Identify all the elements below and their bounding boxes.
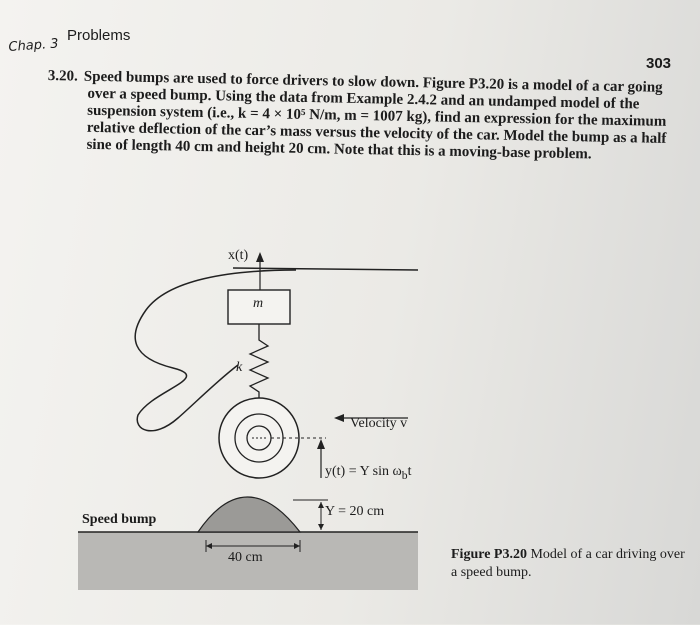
x-label: x(t) [228,248,249,263]
figure-p3-20 [78,240,498,620]
problem-3-20 [46,68,688,165]
speed-bump [198,497,300,532]
page-number: 303 [646,55,672,72]
length-label: 40 cm [228,550,263,565]
base-motion-label [325,464,411,482]
base-motion-t: t [407,464,412,479]
page-header [0,0,700,72]
problem-number: 3.20. [47,68,78,85]
height-label: Y = 20 cm [325,504,385,519]
car-model-diagram [78,240,498,620]
wheel [219,398,299,478]
speed-bump-label: Speed bump [82,512,157,527]
caption-label: Figure P3.20 [451,547,527,562]
velocity-label: Velocity v [350,416,408,431]
mass-label: m [253,296,264,311]
spring-label: k [236,360,243,375]
section-title: Problems [67,27,131,44]
base-motion-subscript: b [401,468,408,482]
caption-text: Model of a car driving over a speed bump. [451,547,685,580]
figure-caption [451,546,691,582]
base-motion-text: y(t) = Y sin ω [325,464,402,479]
problem-text: Speed bumps are used to force drivers to slow down. Figure P3.20 is a model of a car going over a speed bump. Using the data from Example 2.4.2 and an undamped model of the suspension system (i.e., k = 4 × 10⁵ N/m, m = 1007 kg), find an expression for the maximum relative deflection of the car’s mass versus the velocity of the car. Model the bump as a half sine of length 40 cm and height 20 cm. Note that this is a moving-base problem. [83,68,667,163]
spring [250,324,268,402]
chapter-label: Chap. 3 [8,36,60,55]
